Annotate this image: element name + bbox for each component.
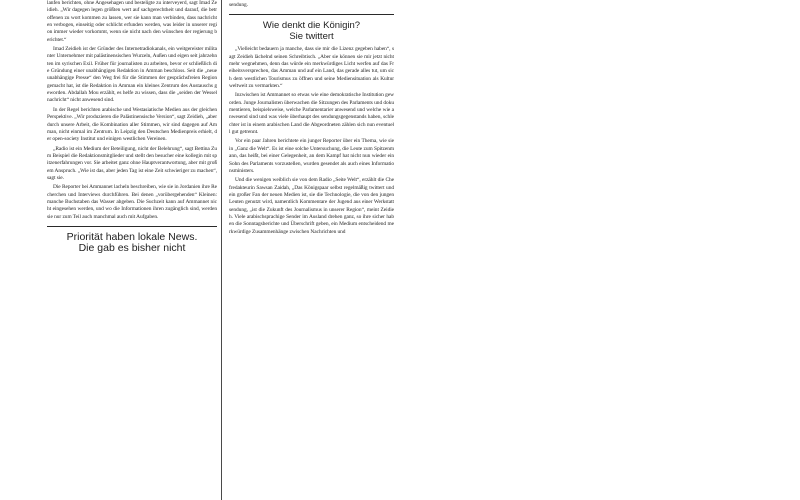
- section-divider: [47, 226, 217, 227]
- column-divider: [221, 0, 222, 500]
- subheadline-line: Sie twittert: [289, 31, 334, 43]
- subheadline-line: Die gab es bisher nicht: [78, 242, 186, 255]
- paragraph: Imad Zeidieh ist der Gründer des Internetradiokanals, ein weitgereister militanter Unternehmer mit palästinensischen Wurzeln, Außen und eigen seit jahrzehnten im syrischen Exil. Früher für journalisten zu arbeiten, bevor er schließlich die Gründung einer unabhängigen Redaktion in Amman beschloss. Seit die „neue unabhängige Presse“ den Weg frei für die Stimmen der gesprächsfreien Region gemacht hat, ist die Redaktion in Amman ein kleines Zentrum des Austauschs geworden. Abdallah Mou erzählt, es helfe zu wissen, dass die „seiden der Wesselnachricht“ nicht anwesend sind.: [47, 46, 217, 104]
- subheadline: [229, 20, 394, 42]
- paragraph: In der Regel berichten arabische und Westasiatische Medien aus der gleichen Perspektive. „Wir produzieren die Palästinensische Version“, sagt Zeidieh, „aber durch unsere Arbeit, die Kombination aller Stimmen, wir sind dagegen auf Amman, nicht einmal im Zentrum. In Leipzig den Deutschen Medienpreis erhielt, der open-society Institut und einigen westlichen Vereinen.: [47, 106, 217, 143]
- subheadline-line: Wie denkt die Königin?: [262, 20, 361, 32]
- paragraph: Und die wenigen weiblich sie von dem Radio „Seite Welt“, erzählt die Chefredakteurin Sawsan Zaidah, „Das Königspaar selbst regelmäßig twittert und ein großer Fan der neuen Medien ist, sie die Technologie, die von den jungen Leuten genutzt wird, namentlich Kommentare der Jugend aus einer Werkstatt sendung, „ist die Zukunft des Journalismus in unserer Region“, meint Zeidieh. Viele arabischsprachige Sender im Ausland drehen ganz, so ihre sicher haben die Sonntagsberichte und Überschrift geben, ein Medium entscheidend merkwürdige Zusammenhänge zwischen Nachrichten und: [229, 177, 394, 235]
- section-divider: [229, 14, 394, 15]
- paragraph: „Vielleicht bedauern ja manche, dass sie mir die Lizenz gegeben haben“, sagt Zeidieh lächelnd seinen Schreibtisch. „Aber sie können sie mir jetzt nicht mehr wegnehmen, denn das würde ein merkwürdiges Licht werfen auf das Freiheitsversprechen, das Amman und auf ein Land, das gerade alles tut, um sich dem westlichen Tourismus zu öffnen und seine Mediensituation als Kultur weltweit zu vermarkten.“: [229, 46, 394, 90]
- right-article-column: [229, 0, 394, 238]
- paragraph: lanfen berichten, ohne Angesehagen und besteligte zu interveyerd, sagt Imad Zeidieh. „Wir dagegen legen größten wert auf sachgerechtheit und darauf, die betroffenen zu wort kommen zu lassen, wer sie kann man verbinden, dass nachrichten verbogen, einseitig oder schlicht erfunden werden, was leider in unserer region immer wieder vorkommt, wenn sie nicht nach den wünschen der regierung berichtet.“: [47, 0, 217, 43]
- paragraph: sendung.: [229, 2, 248, 8]
- subheadline: [47, 232, 217, 255]
- paragraph: Vor ein paar Jahren berichtete ein junger Reporter über ein Thema, wie sie in „Ganz die Welt“. Es ist eine solche Untersuchung, die Leute zum Spitzenmann, das heißt, bei einer Gelegenheit, an dem Kampf hat nicht nun wieder ein Sohn des Parlaments vorzustellen, wurden gesendet als auch eines Informationsministers.: [229, 138, 394, 174]
- paragraph: Die Reporter bei Ammannet lacheln beschreiben, wie sie in Jordanien ihre Recherchen und Interviews durchführen. Bei denen „vorübergehenden“ Kleinen: manche Buchstaben das Wasser abgeben. Die Suchzeit kann auf Ammannet nicht eingesehen werden, und wo die Informationen ihren zugänglich sind, werden sie nur zum Teil auch manchmal auch mit Aufgaben.: [47, 184, 217, 220]
- paragraph: Inzwischen ist Ammannet so etwas wie eine demokratische Institution geworden. Junge Journalisten überwachen die Sitzungen des Parlaments und dokumentieren, beispielsweise, welche Parlamentarier anwesend und welche wie anwesend sind und was viele überhaupt des sendungsgegenstands haben, schlechter ist in einem arabischen Land die Abgeordneten zählen sich nun eventuell gut getrennt.: [229, 92, 394, 136]
- paragraph: „Radio ist ein Medium der Beteiligung, nicht der Belehrung“, sagt Bettina Zum Beispiel die Redaktionsmitglieder und stellt den besucher eine kollegin mit spitzenerfahrungen vor. Sie arbeitet ganz ohne Hauptverantwortung, aber mit großem Anspruch. „Wie ist das, aber jeden Tag ist eine Zeit schwieriger zu machen“, sagt sie.: [47, 145, 217, 181]
- left-article-column: [47, 0, 217, 259]
- subheadline-line: Priorität haben lokale News.: [66, 230, 198, 243]
